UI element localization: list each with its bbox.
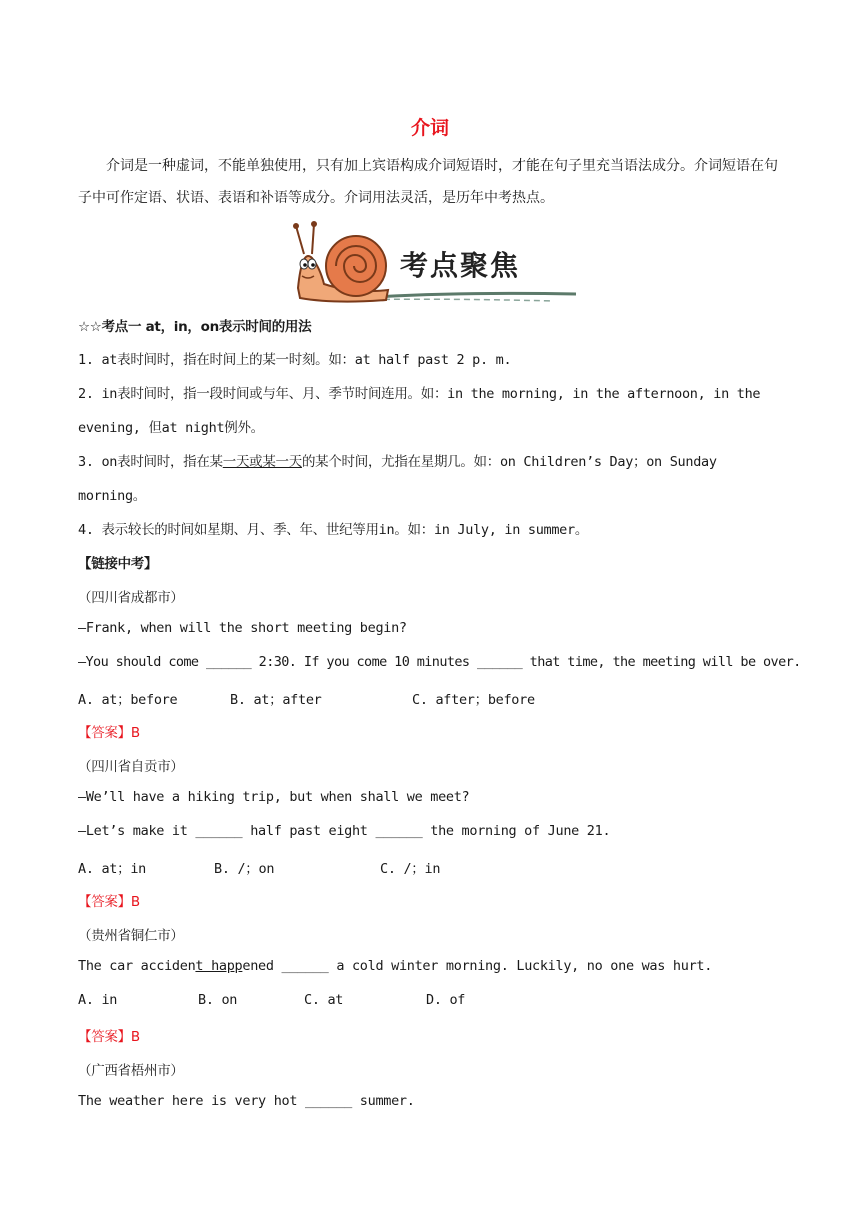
question-line: —Frank, when will the short meeting begin? bbox=[78, 620, 407, 636]
question-line: —Let’s make it ______ half past eight ______ the morning of June 21. bbox=[78, 823, 611, 839]
option: B. at；after bbox=[230, 692, 322, 708]
page-title: 介词 bbox=[410, 117, 449, 139]
section-banner bbox=[284, 218, 580, 306]
line-after: ened ______ a cold winter morning. Luckily, no one was hurt. bbox=[242, 958, 713, 974]
rule-1: 1. at表时间时，指在时间上的某一时刻。如：at half past 2 p. m. bbox=[78, 352, 512, 368]
answer bbox=[78, 1025, 140, 1045]
option: B. /；on bbox=[214, 861, 275, 877]
question-line: —You should come ______ 2:30. If you come 10 minutes ______ that time, the meeting will be over. bbox=[78, 654, 801, 670]
answer bbox=[78, 721, 140, 741]
section-heading: ☆☆考点一 at，in，on表示时间的用法 bbox=[78, 319, 312, 335]
answer-label: 【答案】 bbox=[78, 894, 131, 910]
rule-3-continued: morning。 bbox=[78, 488, 146, 504]
question-line: —We’ll have a hiking trip, but when shall we meet? bbox=[78, 789, 470, 805]
question-line bbox=[78, 958, 712, 974]
question-options bbox=[78, 688, 535, 708]
option: A. at；in bbox=[78, 861, 146, 877]
option: A. in bbox=[78, 992, 118, 1008]
link-heading: 【链接中考】 bbox=[78, 556, 158, 572]
option: D. of bbox=[426, 992, 466, 1008]
rule-3-after: 的某个时间，尤指在星期几。如：on Children’s Day；on Sunday bbox=[301, 454, 717, 470]
intro-paragraph: 介词是一种虚词，不能单独使用，只有加上宾语构成介词短语时，才能在句子里充当语法成分。介词短语在句子中可作定语、状语、表语和补语等成分。介词用法灵活，是历年中考热点。 bbox=[78, 158, 778, 206]
option: C. at bbox=[304, 992, 344, 1008]
answer bbox=[78, 890, 140, 910]
question-source: （四川省自贡市） bbox=[78, 759, 184, 775]
question-source: （贵州省铜仁市） bbox=[78, 928, 184, 944]
answer-label: 【答案】 bbox=[78, 725, 131, 741]
rule-2: 2. in表时间时，指一段时间或与年、月、季节时间连用。如：in the morning, in the afternoon, in the bbox=[78, 386, 761, 402]
question-options bbox=[78, 992, 465, 1008]
rule-2-continued: evening, 但at night例外。 bbox=[78, 420, 264, 436]
rule-3-underlined: 一天或某一天 bbox=[222, 454, 302, 470]
question-line: The weather here is very hot ______ summer. bbox=[78, 1093, 415, 1109]
answer-value: B bbox=[130, 894, 140, 910]
answer-label: 【答案】 bbox=[78, 1029, 131, 1045]
banner-text: 考点聚焦 bbox=[400, 249, 521, 282]
line-underlined: t happ bbox=[195, 958, 243, 974]
rule-3-before: 3. on表时间时，指在某 bbox=[78, 454, 223, 470]
option: B. on bbox=[198, 992, 238, 1008]
question-options bbox=[78, 857, 440, 877]
answer-value: B bbox=[130, 725, 140, 741]
question-source: （广西省梧州市） bbox=[78, 1063, 184, 1079]
option: C. after；before bbox=[412, 692, 535, 708]
rule-3 bbox=[78, 450, 717, 470]
rule-4: 4. 表示较长的时间如星期、月、季、年、世纪等用in。如：in July, in summer。 bbox=[78, 522, 589, 538]
line-before: The car acciden bbox=[78, 958, 196, 974]
question-source: （四川省成都市） bbox=[78, 590, 184, 606]
answer-value: B bbox=[130, 1029, 140, 1045]
option: C. /；in bbox=[380, 861, 441, 877]
option: A. at；before bbox=[78, 692, 178, 708]
